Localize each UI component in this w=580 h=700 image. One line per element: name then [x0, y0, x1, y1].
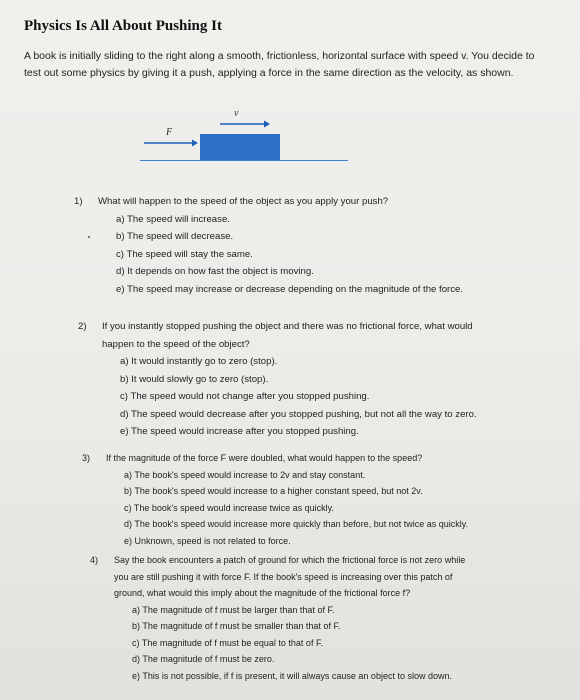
- book-block: [200, 134, 280, 160]
- question-text: Say the book encounters a patch of ground for which the frictional force is not zero while: [114, 555, 466, 565]
- question-text: happen to the speed of the object?: [102, 338, 250, 350]
- answer-option: d) It depends on how fast the object is moving.: [116, 266, 314, 277]
- force-arrowhead: [192, 140, 198, 147]
- velocity-arrowhead: [264, 121, 270, 128]
- answer-option: e) The speed may increase or decrease depending on the magnitude of the force.: [116, 283, 464, 295]
- answer-option: d) The magnitude of f must be zero.: [132, 654, 275, 664]
- velocity-label: v: [234, 108, 239, 119]
- answer-option: b) The magnitude of f must be smaller than that of F.: [132, 621, 341, 631]
- answer-option: c) The speed will stay the same.: [116, 248, 253, 260]
- answer-option: b) The speed will decrease.: [116, 231, 234, 242]
- question-number: 3): [82, 453, 91, 463]
- question-text: ground, what would this imply about the magnitude of the frictional force f?: [114, 588, 411, 598]
- answer-option: e) The speed would increase after you stopped pushing.: [120, 426, 359, 437]
- answer-option: c) The book's speed would increase twice as quickly.: [124, 502, 334, 513]
- force-label: F: [166, 127, 173, 138]
- question-4: [90, 552, 465, 684]
- intro-paragraph: A book is initially sliding to the right along a smooth, frictionless, horizontal surface with speed v. You decide to test out some physics by giving it a push, applying a force in the same direction as the velocity, as shown.: [24, 50, 535, 79]
- answer-option: b) The book's speed would increase to a higher constant speed, but not 2v.: [124, 486, 423, 496]
- question-number: 2): [78, 321, 87, 332]
- answer-option: c) The magnitude of f must be equal to that of F.: [132, 637, 323, 648]
- answer-option: a) The book's speed would increase to 2v and stay constant.: [124, 469, 366, 480]
- answer-option: a) The magnitude of f must be larger than that of F.: [132, 604, 335, 615]
- answer-option: c) The speed would not change after you stopped pushing.: [120, 391, 370, 402]
- question-1: [74, 193, 463, 298]
- question-3: [82, 450, 468, 549]
- page-title: Physics Is All About Pushing It: [24, 18, 222, 34]
- answer-option: a) The speed will increase.: [116, 213, 230, 225]
- answer-option: d) The book's speed would increase more quickly than before, but not twice as quickly.: [124, 519, 469, 529]
- force-diagram: [140, 104, 350, 164]
- question-text: you are still pushing it with force F. If the book's speed is increasing over this patch of: [114, 571, 453, 582]
- question-number: 1): [74, 196, 83, 207]
- answer-option: e) Unknown, speed is not related to force.: [124, 535, 291, 546]
- question-text: If you instantly stopped pushing the object and there was no frictional force, what would: [102, 321, 473, 332]
- answer-option: d) The speed would decrease after you stopped pushing, but not all the way to zero.: [120, 408, 477, 420]
- question-text: What will happen to the speed of the object as you apply your push?: [98, 196, 389, 207]
- answer-option: e) This is not possible, if f is present, it will always cause an object to slow down.: [132, 670, 452, 681]
- question-number: 4): [90, 555, 99, 565]
- answer-option: a) It would instantly go to zero (stop).: [120, 356, 278, 367]
- question-text: If the magnitude of the force F were doubled, what would happen to the speed?: [106, 453, 423, 463]
- answer-option: b) It would slowly go to zero (stop).: [120, 373, 269, 385]
- question-2: [78, 318, 477, 441]
